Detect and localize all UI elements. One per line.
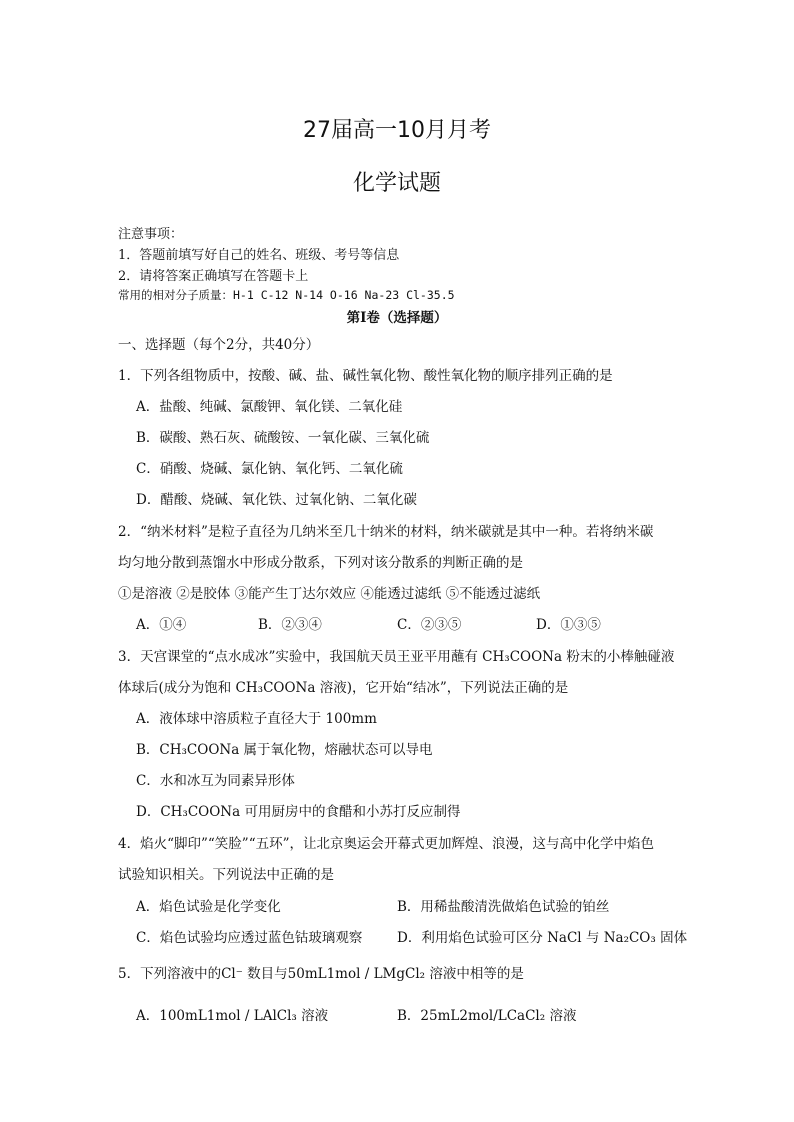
part-heading: 一、选择题（每个2分，共40分） [118, 337, 320, 353]
q1-stem: 1．下列各组物质中，按酸、碱、盐、碱性氧化物、酸性氧化物的顺序排列正确的是 [118, 368, 613, 384]
q4-stem-line2: 试验知识相关。下列说法中正确的是 [118, 867, 334, 883]
q2-statements: ①是溶液 ②是胶体 ③能产生丁达尔效应 ④能透过滤纸 ⑤不能透过滤纸 [118, 586, 541, 602]
q2-option-d: D．①③⑤ [536, 617, 601, 633]
q1-option-a: A．盐酸、纯碱、氯酸钾、氧化镁、二氧化硅 [136, 399, 403, 415]
q2-option-c: C．②③⑤ [397, 617, 462, 633]
q2-stem-line2: 均匀地分散到蒸馏水中形成分散系，下列对该分散系的判断正确的是 [118, 555, 523, 571]
section-title: 第Ⅰ卷（选择题） [346, 310, 448, 326]
q3-option-d: D．CH₃COONa 可用厨房中的食醋和小苏打反应制得 [136, 804, 461, 820]
q4-option-c: C．焰色试验均应透过蓝色钴玻璃观察 [136, 930, 363, 946]
q1-option-b: B．碳酸、熟石灰、硫酸铵、一氧化碳、三氧化硫 [136, 430, 430, 446]
q3-option-a: A．液体球中溶质粒子直径大于 100mm [136, 711, 377, 727]
notes-item-1: 1．答题前填写好自己的姓名、班级、考号等信息 [118, 248, 400, 263]
q2-stem-line1: 2．“纳米材料”是粒子直径为几纳米至几十纳米的材料，纳米碳就是其中一种。若将纳米碳 [118, 524, 654, 540]
q5-option-a: A．100mL1mol / LAlCl₃ 溶液 [136, 1008, 329, 1024]
q1-option-c: C．硝酸、烧碱、氯化钠、氧化钙、二氧化硫 [136, 461, 403, 477]
q1-option-d: D．醋酸、烧碱、氧化铁、过氧化钠、二氧化碳 [136, 492, 417, 508]
q5-stem: 5．下列溶液中的Cl⁻ 数目与50mL1mol / LMgCl₂ 溶液中相等的是 [118, 966, 524, 982]
q4-option-d: D．利用焰色试验可区分 NaCl 与 Na₂CO₃ 固体 [397, 930, 688, 946]
q3-stem-line1: 3．天宫课堂的“点水成冰”实验中，我国航天员王亚平用蘸有 CH₃COONa 粉末的小棒触碰液 [118, 649, 675, 665]
q3-option-b: B．CH₃COONa 属于氧化物，熔融状态可以导电 [136, 742, 433, 758]
q2-option-a: A．①④ [136, 617, 187, 633]
q3-option-c: C．水和冰互为同素异形体 [136, 773, 295, 789]
q2-option-b: B．②③④ [258, 617, 322, 633]
q5-option-b: B．25mL2mol/LCaCl₂ 溶液 [397, 1008, 577, 1024]
q4-stem-line1: 4．焰火“脚印”“笑脸”“五环”，让北京奥运会开幕式更加辉煌、浪漫，这与高中化学中焰色 [118, 836, 654, 852]
exam-subtitle: 化学试题 [352, 171, 441, 196]
q3-stem-line2: 体球后(成分为饱和 CH₃COONa 溶液)，它开始“结冰”，下列说法正确的是 [118, 680, 569, 696]
q4-option-a: A．焰色试验是化学变化 [136, 899, 281, 915]
exam-title: 27届高一10月月考 [303, 118, 491, 143]
notes-heading: 注意事项： [118, 227, 184, 242]
q4-option-b: B．用稀盐酸清洗做焰色试验的铂丝 [397, 899, 610, 915]
notes-item-2: 2．请将答案正确填写在答题卡上 [118, 269, 309, 284]
relative-masses: 常用的相对分子质量：H-1 C-12 N-14 O-16 Na-23 Cl-35.5 [118, 288, 455, 302]
